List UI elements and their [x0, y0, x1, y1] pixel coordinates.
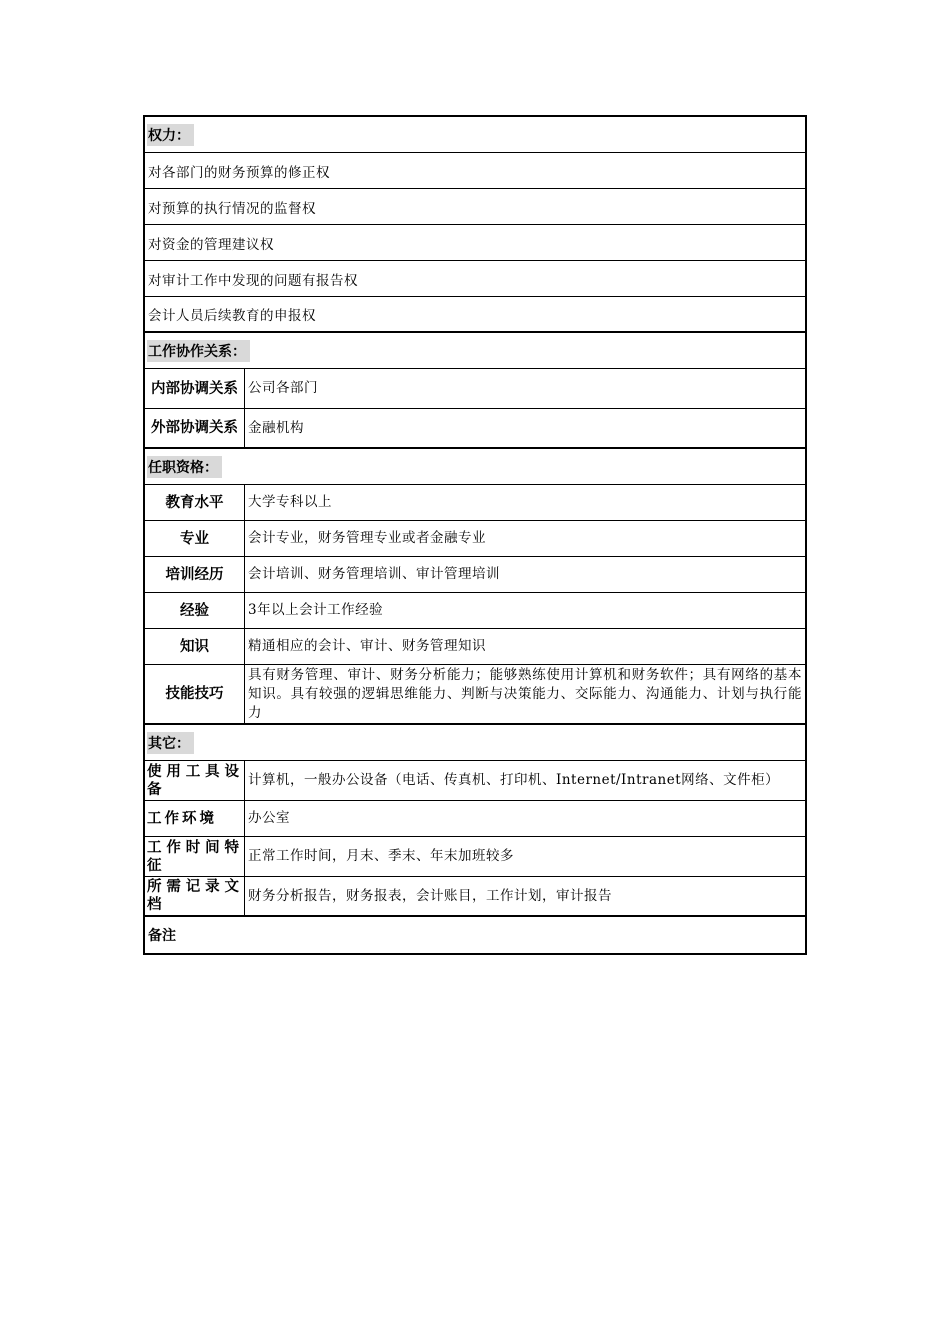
job-description-table	[143, 115, 807, 955]
relation-label: 外部协调关系	[145, 409, 245, 447]
qualification-value: 精通相应的会计、审计、财务管理知识	[248, 638, 486, 654]
qualification-value: 3年以上会计工作经验	[248, 602, 384, 618]
relation-row-internal	[145, 369, 805, 409]
other-label: 工作环境	[145, 801, 245, 836]
other-label: 使用工具设备	[145, 761, 245, 800]
qualification-value: 会计培训、财务管理培训、审计管理培训	[248, 566, 500, 582]
other-value: 财务分析报告，财务报表，会计账目，工作计划，审计报告	[248, 887, 612, 904]
power-item	[145, 261, 805, 297]
qualification-value: 会计专业，财务管理专业或者金融专业	[248, 530, 486, 546]
qualification-value: 具有财务管理、审计、财务分析能力；能够熟练使用计算机和财务软件；具有网络的基本知识。具有较强的逻辑思维能力、判断与决策能力、交际能力、沟通能力、计划与执行能力	[248, 666, 802, 721]
power-item	[145, 297, 805, 333]
power-item-text: 会计人员后续教育的申报权	[148, 308, 316, 324]
section-remarks-title: 备注	[148, 928, 176, 944]
section-others-header	[145, 725, 805, 761]
qualification-label: 经验	[145, 593, 245, 628]
qualification-row-training	[145, 557, 805, 593]
power-item-text: 对资金的管理建议权	[148, 236, 274, 253]
section-qualifications-title: 任职资格：	[147, 456, 222, 478]
section-remarks-header	[145, 917, 805, 953]
qualification-value: 大学专科以上	[248, 494, 332, 510]
power-item	[145, 225, 805, 261]
qualification-row-education	[145, 485, 805, 521]
other-label: 所需记录文档	[145, 877, 245, 915]
relation-value: 金融机构	[248, 419, 304, 436]
other-label: 工作时间特征	[145, 837, 245, 876]
qualification-row-knowledge	[145, 629, 805, 665]
section-qualifications-header	[145, 449, 805, 485]
other-row-working-hours	[145, 837, 805, 877]
other-value: 计算机，一般办公设备（电话、传真机、打印机、Internet/Intranet网络、文件柜）	[248, 772, 780, 788]
section-powers-header	[145, 117, 805, 153]
power-item-text: 对各部门的财务预算的修正权	[148, 164, 330, 181]
power-item-text: 对预算的执行情况的监督权	[148, 200, 316, 217]
qualification-row-skills	[145, 665, 805, 725]
other-row-documents	[145, 877, 805, 917]
other-row-tools	[145, 761, 805, 801]
relation-value: 公司各部门	[248, 380, 318, 396]
relation-label: 内部协调关系	[145, 369, 245, 408]
qualification-label: 培训经历	[145, 557, 245, 592]
qualification-label: 专业	[145, 521, 245, 556]
power-item-text: 对审计工作中发现的问题有报告权	[148, 272, 358, 289]
qualification-label: 技能技巧	[145, 665, 245, 723]
other-value: 正常工作时间，月末、季末、年末加班较多	[248, 848, 514, 864]
other-value: 办公室	[248, 810, 290, 826]
qualification-label: 知识	[145, 629, 245, 664]
qualification-label: 教育水平	[145, 485, 245, 520]
section-others-title: 其它：	[147, 732, 194, 754]
section-powers-title: 权力：	[147, 124, 194, 146]
qualification-row-experience	[145, 593, 805, 629]
power-item	[145, 189, 805, 225]
other-row-environment	[145, 801, 805, 837]
section-relations-header	[145, 333, 805, 369]
qualification-row-major	[145, 521, 805, 557]
power-item	[145, 153, 805, 189]
section-relations-title: 工作协作关系：	[147, 340, 250, 362]
relation-row-external	[145, 409, 805, 449]
